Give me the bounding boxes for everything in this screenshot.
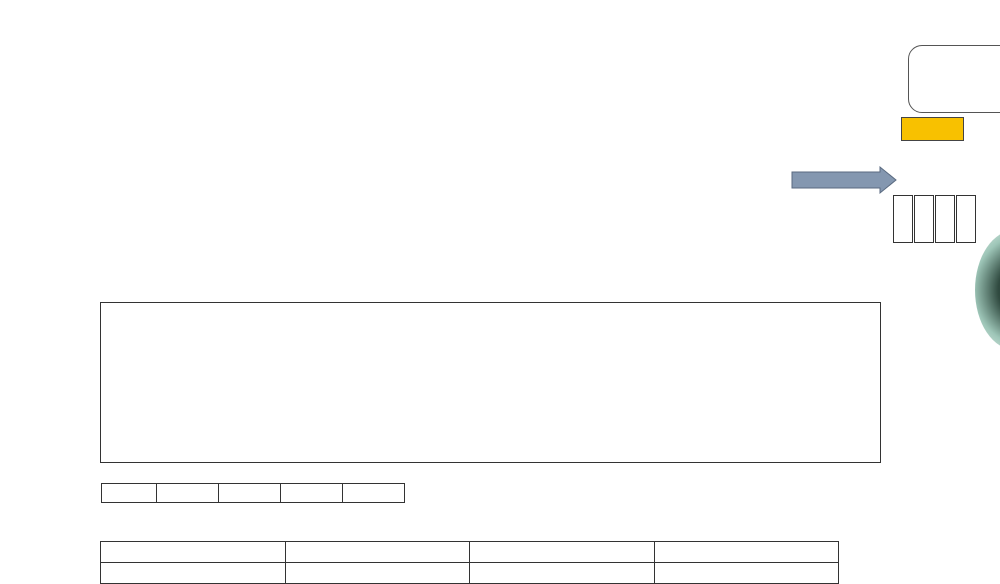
match-slot-header xyxy=(101,542,286,563)
match-slot-header xyxy=(654,542,839,563)
match-start-time xyxy=(470,563,655,584)
playoff-box xyxy=(935,195,955,243)
playoff-box xyxy=(914,195,934,243)
match-start-time xyxy=(285,563,470,584)
playoff-note xyxy=(908,45,1000,113)
seed-team xyxy=(281,484,343,503)
seed-team xyxy=(219,484,281,503)
prefecture-tournament-box xyxy=(901,117,964,141)
playoff-box xyxy=(893,195,913,243)
seed-team xyxy=(343,484,405,503)
match-start-time xyxy=(654,563,839,584)
playoff-box xyxy=(956,195,976,243)
seed-label xyxy=(102,484,157,503)
match-start-time xyxy=(101,563,286,584)
arrow-icon xyxy=(792,167,896,193)
start-time-table xyxy=(100,541,839,584)
team-table xyxy=(100,302,881,463)
seed-team xyxy=(157,484,219,503)
seed-table xyxy=(101,483,405,503)
match-slot-header xyxy=(285,542,470,563)
match-slot-header xyxy=(470,542,655,563)
